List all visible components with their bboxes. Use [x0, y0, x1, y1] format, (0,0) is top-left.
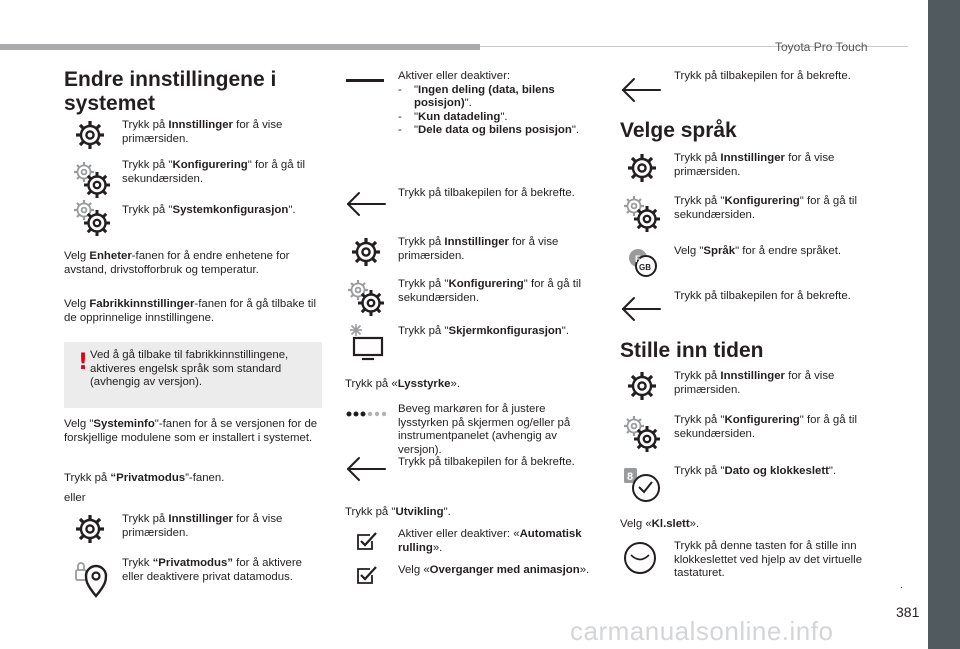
- clock-icon: [622, 466, 664, 504]
- clock-badge: 8: [627, 471, 634, 483]
- paragraph-system-info: Velg "Systeminfo"-fanen for å se versjonen for de forskjellige modulene som er installert i systemet.: [64, 418, 318, 444]
- gear-icon: [348, 234, 384, 270]
- animation-transitions-text: Velg «Overganger med animasjon».: [398, 564, 590, 576]
- language-icon-gb: GB: [639, 263, 651, 272]
- section-title-system-settings: [64, 68, 276, 115]
- step-configuration: Trykk på "Konfigurering" for å gå til sekundærsiden.: [398, 278, 581, 304]
- development-text: Trykk på "Utvikling".: [345, 506, 451, 518]
- screen-brightness-icon: [346, 322, 386, 362]
- step-settings: Trykk på Innstillinger for å vise primærsiden.: [674, 370, 835, 396]
- toggle-bar-icon: [345, 76, 385, 90]
- language-icon-f: F: [635, 254, 641, 264]
- gear-icon: [72, 511, 108, 547]
- gear-icon: [624, 150, 660, 186]
- final-instruction: Trykk på denne tasten for å stille inn klokkeslettet ved hjelp av det virtuelle tastaturet.: [674, 540, 863, 579]
- step-settings: Trykk på Innstillinger for å vise primærsiden.: [122, 119, 283, 145]
- step-system-configuration: Trykk på "Systemkonfigurasjon".: [122, 204, 296, 216]
- back-arrow-icon: [620, 76, 662, 104]
- back-arrow-icon: [345, 190, 387, 218]
- or-text: eller: [64, 492, 86, 504]
- list-item: - "Kun datadeling".: [398, 110, 508, 123]
- toggle-intro: Aktiver eller deaktiver:: [398, 70, 511, 82]
- slider-instructions: Beveg markøren for å justere lysstyrken på skjermen og/eller på instrumentpanelet (avhengig av versjon).: [398, 403, 571, 456]
- step-date-time: Trykk på "Dato og klokkeslett".: [674, 465, 837, 477]
- section-title-time: Stille inn tiden: [620, 339, 764, 362]
- auto-scroll-text: Aktiver eller deaktiver: «Automatisk rulling».: [398, 528, 582, 554]
- back-confirm-text: Trykk på tilbakepilen for å bekrefte.: [674, 290, 851, 302]
- configuration-gears-icon: [72, 160, 112, 200]
- warning-icon: !: [78, 350, 89, 375]
- step-private-mode: Trykk “Privatmodus” for å aktivere eller deaktivere privat datamodus.: [122, 557, 302, 583]
- privacy-location-icon: [72, 558, 112, 598]
- step-language: Velg "Språk" for å endre språket.: [674, 245, 842, 257]
- time-keyboard-icon: [622, 540, 658, 576]
- continuation-dot: .: [900, 580, 903, 591]
- title-line: systemet: [64, 91, 156, 115]
- brightness-text: Trykk på «Lysstyrke».: [345, 378, 461, 390]
- running-header: Toyota Pro Touch: [775, 40, 868, 54]
- language-icon: [622, 246, 662, 280]
- title-line: Endre innstillingene i: [64, 68, 277, 91]
- back-confirm-text: Trykk på tilbakepilen for å bekrefte.: [674, 70, 851, 82]
- step-configuration: Trykk på "Konfigurering" for å gå til sekundærsiden.: [674, 195, 857, 221]
- side-tab-strip: [928, 0, 960, 649]
- step-settings: Trykk på Innstillinger for å vise primærsiden.: [122, 513, 283, 539]
- paragraph-factory-settings: Velg Fabrikkinnstillinger-fanen for å gå tilbake til de opprinnelige innstillingene.: [64, 298, 316, 324]
- clock-time-text: Velg «Kl.slett».: [620, 518, 700, 530]
- back-arrow-icon: [345, 455, 387, 483]
- configuration-gears-icon: [72, 198, 112, 238]
- brightness-slider-icon: [346, 406, 390, 416]
- configuration-gears-icon: [622, 194, 662, 234]
- back-confirm-text: Trykk på tilbakepilen for å bekrefte.: [398, 456, 575, 468]
- step-configuration: Trykk på "Konfigurering" for å gå til sekundærsiden.: [122, 159, 305, 185]
- step-screen-configuration: Trykk på "Skjermkonfigurasjon".: [398, 325, 569, 337]
- step-settings: Trykk på Innstillinger for å vise primærsiden.: [674, 152, 835, 178]
- back-confirm-text: Trykk på tilbakepilen for å bekrefte.: [398, 187, 575, 199]
- gear-icon: [624, 368, 660, 404]
- back-arrow-icon: [620, 295, 662, 323]
- configuration-gears-icon: [346, 278, 386, 318]
- gear-icon: [72, 117, 108, 153]
- paragraph-private-mode: Trykk på “Privatmodus”-fanen.: [64, 472, 225, 484]
- section-title-language: Velge språk: [620, 119, 737, 142]
- checkbox-checked-icon: [356, 531, 378, 551]
- step-configuration: Trykk på "Konfigurering" for å gå til sekundærsiden.: [674, 414, 857, 440]
- configuration-gears-icon: [622, 414, 662, 454]
- toggle-options-list: [398, 84, 598, 138]
- toggle-options-block: [398, 70, 598, 138]
- list-item: - "Ingen deling (data, bilens posisjon)".: [398, 83, 555, 109]
- step-settings: Trykk på Innstillinger for å vise primærsiden.: [398, 236, 559, 262]
- paragraph-units: Velg Enheter-fanen for å endre enhetene for avstand, drivstofforbruk og temperatur.: [64, 250, 290, 276]
- watermark: carmanualsonline.info: [570, 616, 834, 646]
- warning-note-text: Ved å gå tilbake til fabrikkinnstillingene, aktiveres engelsk språk som standard (avhengig av versjon).: [90, 349, 289, 388]
- list-item: - "Dele data og bilens posisjon".: [398, 124, 580, 136]
- page-number: 381: [896, 604, 920, 620]
- checkbox-checked-icon: [356, 565, 378, 585]
- header-rule: [0, 44, 480, 50]
